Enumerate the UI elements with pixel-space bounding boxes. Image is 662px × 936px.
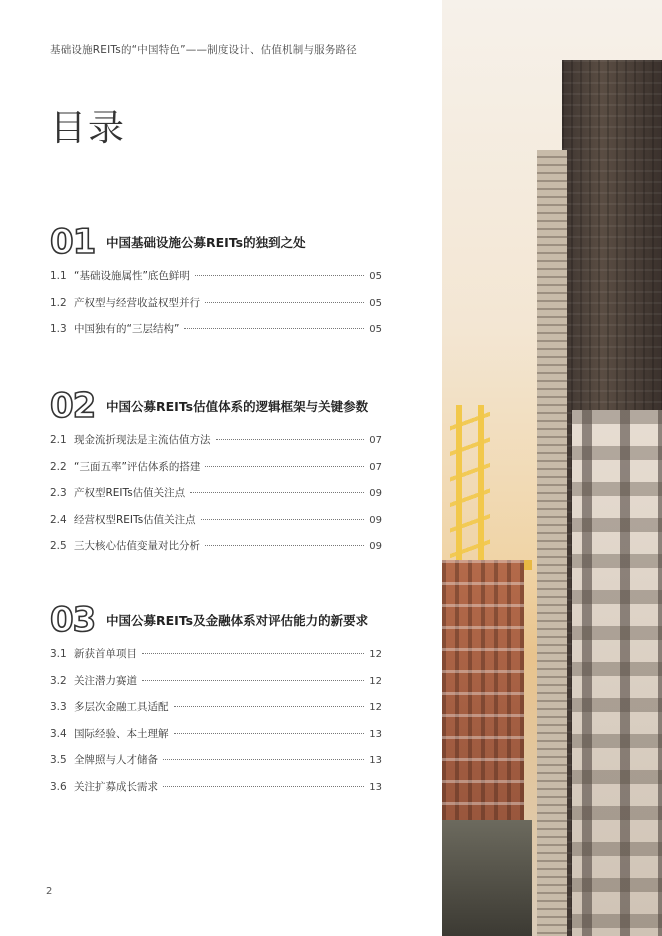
toc-item[interactable]: [50, 512, 382, 539]
dot-leader: [216, 439, 365, 440]
dot-leader: [195, 275, 364, 276]
toc-item-number: 3.5: [50, 754, 67, 766]
dot-leader: [184, 328, 364, 329]
toc-item[interactable]: [50, 699, 382, 726]
toc-item-label: 全牌照与人才储备: [74, 754, 158, 766]
toc-item-number: 3.3: [50, 701, 67, 713]
toc-item-label: 新获首单项目: [74, 648, 137, 660]
toc-item[interactable]: [50, 432, 382, 459]
toc-list: [50, 432, 382, 565]
section-title[interactable]: 中国公募REITs及金融体系对评估能力的新要求: [106, 613, 369, 628]
toc-item[interactable]: [50, 538, 382, 565]
toc-item-page: 09: [369, 541, 382, 552]
toc-item-number: 2.1: [50, 434, 67, 446]
dot-leader: [142, 653, 364, 654]
toc-item-number: 2.5: [50, 540, 67, 552]
section-number: 02: [50, 386, 96, 426]
street-traffic: [442, 820, 532, 936]
toc-item-label: 关注扩募成长需求: [74, 780, 158, 793]
section-number: 03: [50, 600, 96, 640]
toc-item-label: 经营权型REITs估值关注点: [74, 513, 196, 526]
dot-leader: [163, 759, 364, 760]
toc-item[interactable]: [50, 459, 382, 486]
dot-leader: [190, 492, 364, 493]
section-title[interactable]: 中国基础设施公募REITs的独到之处: [106, 235, 306, 250]
toc-item-label: 中国独有的“三层结构”: [74, 323, 180, 335]
toc-item-label: 多层次金融工具适配: [74, 701, 169, 713]
city-skyline-photo: [442, 0, 662, 936]
toc-item-number: 1.1: [50, 270, 67, 282]
dot-leader: [174, 706, 365, 707]
section-number: 01: [50, 222, 96, 262]
toc-item-page: 13: [369, 755, 382, 766]
document-header: 基础设施REITs的“中国特色”——制度设计、估值机制与服务路径: [50, 44, 357, 56]
light-skyscraper: [537, 150, 567, 936]
dot-leader: [142, 680, 364, 681]
toc-item[interactable]: [50, 752, 382, 779]
toc-list: [50, 268, 382, 348]
dot-leader: [205, 302, 364, 303]
toc-item-label: 关注潜力赛道: [74, 674, 137, 687]
toc-item-number: 2.3: [50, 487, 67, 499]
toc-item-number: 2.4: [50, 513, 67, 526]
toc-item-page: 13: [369, 781, 382, 793]
toc-item-number: 3.1: [50, 648, 67, 660]
toc-item-label: 三大核心估值变量对比分析: [74, 540, 200, 552]
toc-item[interactable]: [50, 485, 382, 512]
toc-item[interactable]: [50, 295, 382, 322]
toc-item-page: 05: [369, 324, 382, 335]
toc-item-page: 09: [369, 514, 382, 526]
toc-item-page: 13: [369, 728, 382, 740]
section-heading: [50, 386, 382, 426]
dot-leader: [174, 733, 365, 734]
toc-item[interactable]: [50, 321, 382, 348]
toc-item-number: 3.4: [50, 727, 67, 740]
toc-item-number: 1.3: [50, 323, 67, 335]
toc-item-number: 1.2: [50, 296, 67, 309]
toc-list: [50, 646, 382, 805]
toc-item-number: 3.6: [50, 780, 67, 793]
toc-section-02: [50, 386, 382, 565]
dot-leader: [201, 519, 365, 520]
toc-item-label: 产权型与经营收益权型并行: [74, 296, 200, 309]
toc-item-page: 07: [369, 461, 382, 473]
page-number: 2: [46, 886, 53, 897]
toc-item-number: 3.2: [50, 674, 67, 687]
section-heading: [50, 600, 382, 640]
section-heading: [50, 222, 382, 262]
toc-item[interactable]: [50, 726, 382, 753]
toc-item[interactable]: [50, 268, 382, 295]
section-title[interactable]: 中国公募REITs估值体系的逻辑框架与关键参数: [106, 399, 369, 414]
toc-item-label: 现金流折现法是主流估值方法: [74, 434, 211, 446]
page-title: 目录: [50, 108, 127, 149]
toc-item[interactable]: [50, 646, 382, 673]
toc-item-page: 09: [369, 488, 382, 499]
toc-item-page: 12: [369, 649, 382, 660]
toc-item-page: 12: [369, 702, 382, 713]
toc-item-label: 国际经验、本土理解: [74, 727, 169, 740]
toc-item-label: “基础设施属性”底色鲜明: [74, 270, 190, 282]
toc-item-label: “三面五率”评估体系的搭建: [74, 460, 201, 473]
toc-item-page: 05: [369, 271, 382, 282]
toc-section-03: [50, 600, 382, 805]
toc-item-page: 05: [369, 297, 382, 309]
dot-leader: [205, 466, 364, 467]
toc-item-label: 产权型REITs估值关注点: [74, 487, 186, 499]
toc-section-01: [50, 222, 382, 348]
toc-item-number: 2.2: [50, 460, 67, 473]
toc-item-page: 12: [369, 675, 382, 687]
dot-leader: [205, 545, 364, 546]
dot-leader: [163, 786, 364, 787]
toc-item[interactable]: [50, 779, 382, 806]
toc-item[interactable]: [50, 673, 382, 700]
stone-building: [572, 410, 662, 936]
toc-item-page: 07: [369, 435, 382, 446]
